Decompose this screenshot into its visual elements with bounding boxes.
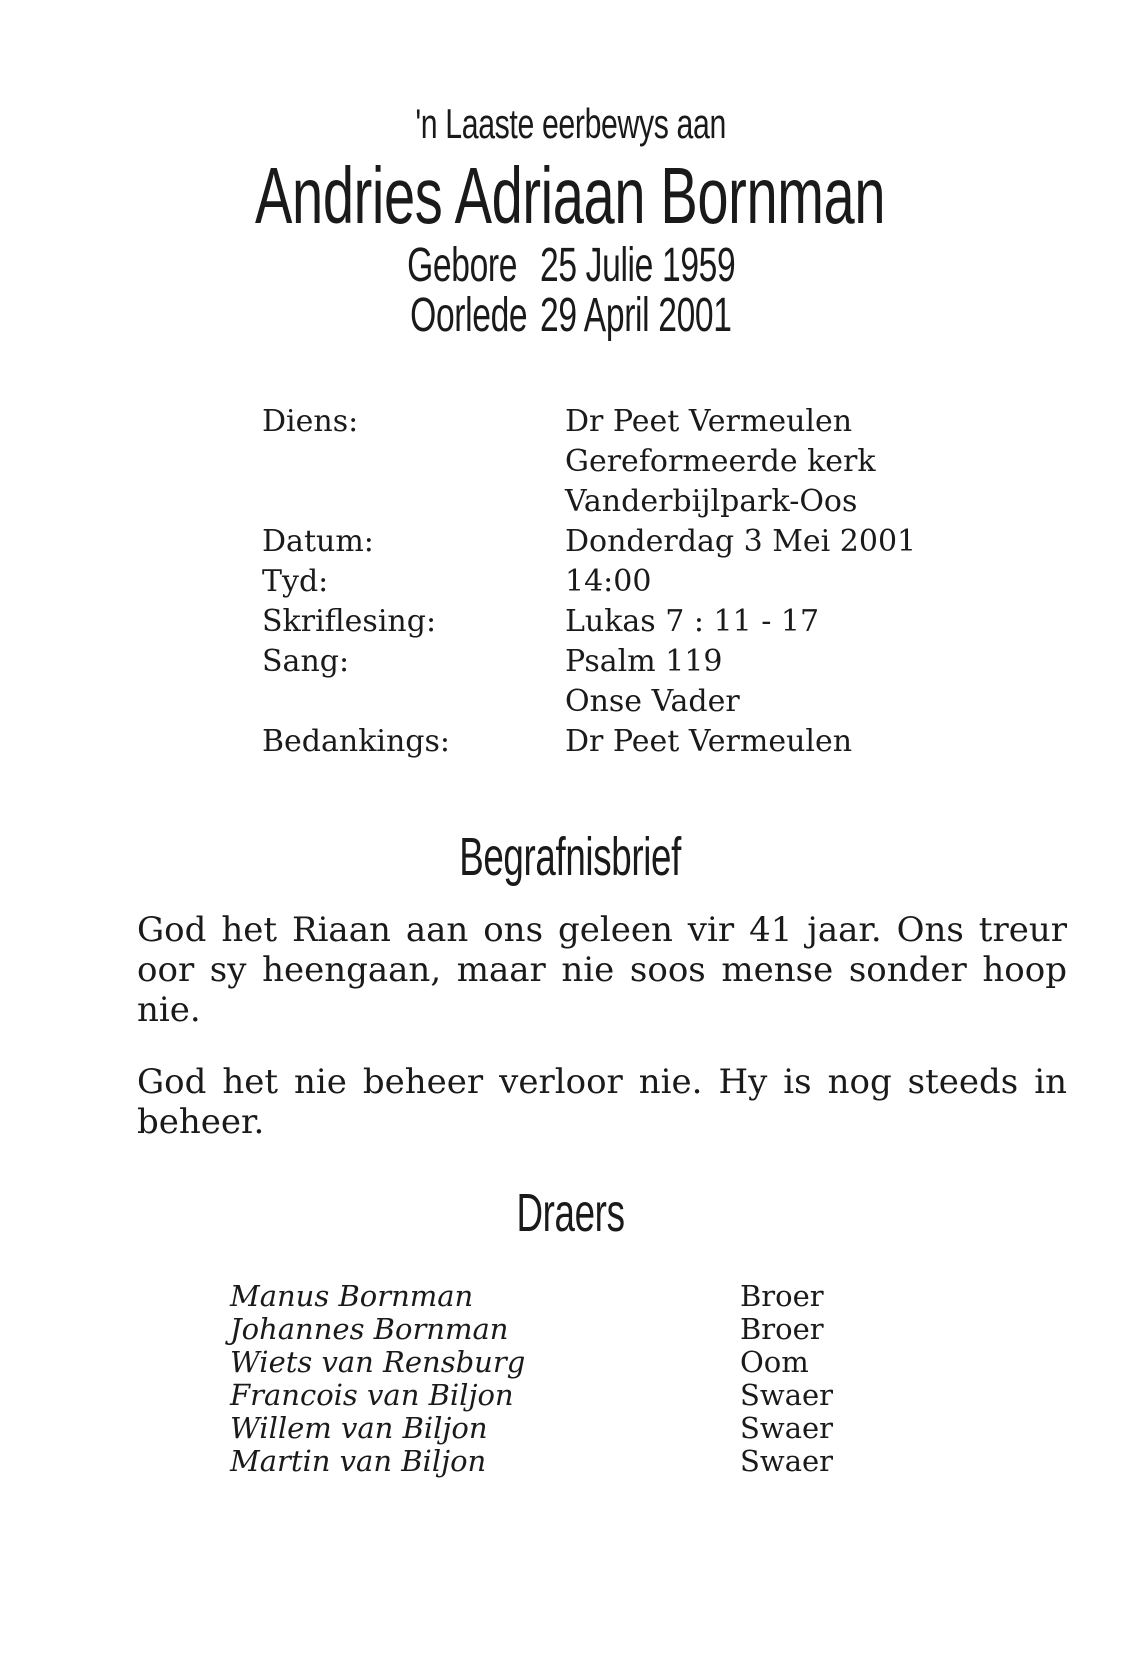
born-label (360, 238, 518, 293)
service-value: Psalm 119 (565, 644, 723, 679)
service-value: 14:00 (565, 564, 652, 599)
service-label: Datum: (262, 524, 374, 559)
bearer-name: Willem van Biljon (230, 1411, 488, 1445)
service-label: Tyd: (262, 564, 329, 599)
letter-paragraph: God het Riaan aan ons geleen vir 41 jaar. Ons treur oor sy heengaan, maar nie soos mense sonder hoop nie. (137, 910, 1067, 1030)
deceased-name-text: Andries Adriaan Bornman (255, 151, 886, 240)
bearers-heading (0, 1182, 1141, 1244)
bearer-relation: Broer (740, 1312, 824, 1346)
service-row-skriflesing (262, 602, 962, 642)
service-row-bedankings (262, 722, 962, 762)
died-label-text: Oorlede (410, 288, 528, 342)
bearer-row (230, 1313, 930, 1346)
died-date (540, 288, 814, 343)
letter-heading (0, 826, 1141, 888)
bearers-list (230, 1280, 930, 1478)
died-date-text: 29 April 2001 (540, 288, 732, 342)
service-values (565, 642, 962, 722)
service-row-sang (262, 642, 962, 722)
letter-heading-text: Begrafnisbrief (459, 827, 682, 887)
bearer-row (230, 1445, 930, 1478)
service-row-tyd (262, 562, 962, 602)
born-date-text: 25 Julie 1959 (540, 238, 736, 292)
service-value: Vanderbijlpark-Oos (565, 484, 858, 519)
bearer-relation: Oom (740, 1345, 809, 1379)
service-values (565, 522, 962, 562)
service-details (262, 402, 962, 762)
bearer-name: Francois van Biljon (230, 1378, 514, 1412)
service-label: Skriflesing: (262, 604, 437, 639)
service-value: Dr Peet Vermeulen (565, 404, 853, 439)
service-label: Bedankings: (262, 724, 451, 759)
bearer-row (230, 1280, 930, 1313)
service-value: Gereformeerde kerk (565, 444, 876, 479)
service-values (565, 562, 962, 602)
service-value: Onse Vader (565, 684, 740, 719)
born-label-text: Gebore (407, 238, 518, 292)
died-label (360, 288, 528, 343)
bearer-name: Wiets van Rensburg (230, 1345, 526, 1379)
bearer-relation: Swaer (740, 1444, 834, 1478)
bearer-relation: Swaer (740, 1378, 834, 1412)
life-dates (360, 240, 820, 340)
service-label: Sang: (262, 644, 350, 679)
bearers-heading-text: Draers (516, 1183, 625, 1243)
service-value: Dr Peet Vermeulen (565, 724, 853, 759)
tribute-intro (0, 100, 1141, 149)
service-value: Donderdag 3 Mei 2001 (565, 524, 917, 559)
service-values (565, 722, 962, 762)
bearer-name: Johannes Bornman (230, 1312, 509, 1346)
service-value: Lukas 7 : 11 - 17 (565, 604, 820, 639)
tribute-intro-text: 'n Laaste eerbewys aan (415, 100, 726, 147)
born-date (540, 238, 819, 293)
service-label: Diens: (262, 404, 359, 439)
bearer-relation: Broer (740, 1279, 824, 1313)
service-row-datum (262, 522, 962, 562)
deceased-name (0, 150, 1141, 243)
service-values (565, 402, 962, 522)
funeral-letter (137, 910, 1067, 1174)
bearer-row (230, 1346, 930, 1379)
service-row-diens (262, 402, 962, 522)
born-row (360, 240, 820, 290)
bearer-row (230, 1412, 930, 1445)
service-values (565, 602, 962, 642)
died-row (360, 290, 820, 340)
bearer-name: Martin van Biljon (230, 1444, 487, 1478)
bearer-name: Manus Bornman (230, 1279, 474, 1313)
bearer-row (230, 1379, 930, 1412)
bearer-relation: Swaer (740, 1411, 834, 1445)
letter-paragraph: God het nie beheer verloor nie. Hy is nog steeds in beheer. (137, 1062, 1067, 1142)
